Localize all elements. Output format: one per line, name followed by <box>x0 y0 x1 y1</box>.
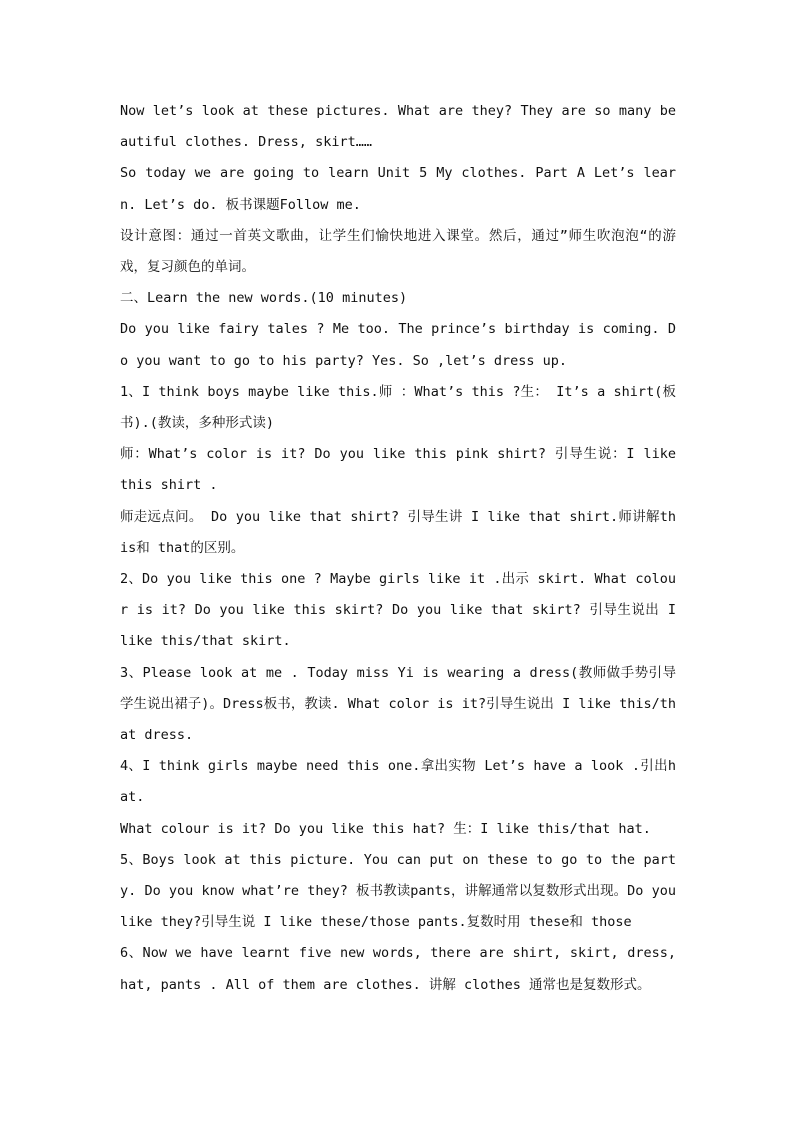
paragraph-step-6-clothes: 6、Now we have learnt five new words, there are shirt, skirt, dress, hat, pants . All of them are clothes. 讲解 clothes 通常也是复数形式。 <box>120 945 676 993</box>
paragraph-step-2-skirt: 2、Do you like this one ? Maybe girls like it .出示 skirt. What colour is it? Do you like this skirt? Do you like that skirt? 引导生说出 I like this/that skirt. <box>120 571 676 650</box>
paragraph-step-3-dress: 3、Please look at me . Today miss Yi is wearing a dress(教师做手势引导学生说出裙子)。Dress板书，教读. What color is it?引导生说出 I like this/that dress. <box>120 664 676 744</box>
paragraph-hat-color: What colour is it? Do you like this hat? 生：I like this/that hat. <box>120 820 651 837</box>
paragraph-review-pictures: Now let’s look at these pictures. What are they? They are so many beautiful clothes. Dress, skirt…… <box>120 103 676 151</box>
paragraph-step-4-hat: 4、I think girls maybe need this one.拿出实物 Let’s have a look .引出hat. <box>120 758 676 806</box>
document-page <box>120 96 676 1001</box>
paragraph-lesson-title: So today we are going to learn Unit 5 My clothes. Part A Let’s learn. Let’s do. 板书课题Follow me. <box>120 165 676 213</box>
section-heading-new-words: 二、Learn the new words.(10 minutes) <box>120 290 408 307</box>
paragraph-step-5-pants: 5、Boys look at this picture. You can put on these to go to the party. Do you know what’re they? 板书教读pants，讲解通常以复数形式出现。Do you like they?引导生说 I like these/those pants.复数时用 these和 those <box>120 851 676 931</box>
paragraph-this-that: 师走远点问。 Do you like that shirt? 引导生讲 I like that shirt.师讲解this和 that的区别。 <box>120 508 676 556</box>
paragraph-shirt-color: 师：What’s color is it? Do you like this pink shirt? 引导生说：I like this shirt . <box>120 446 676 494</box>
paragraph-design-intent: 设计意图：通过一首英文歌曲，让学生们愉快地进入课堂。然后，通过”师生吹泡泡“的游戏，复习颜色的单词。 <box>120 227 676 276</box>
paragraph-step-1-shirt: 1、I think boys maybe like this.师 ：What’s this ?生： It’s a shirt(板书).(教读，多种形式读) <box>120 383 676 432</box>
paragraph-fairy-tales: Do you like fairy tales ? Me too. The prince’s birthday is coming. Do you want to go to his party? Yes. So ,let’s dress up. <box>120 321 676 369</box>
